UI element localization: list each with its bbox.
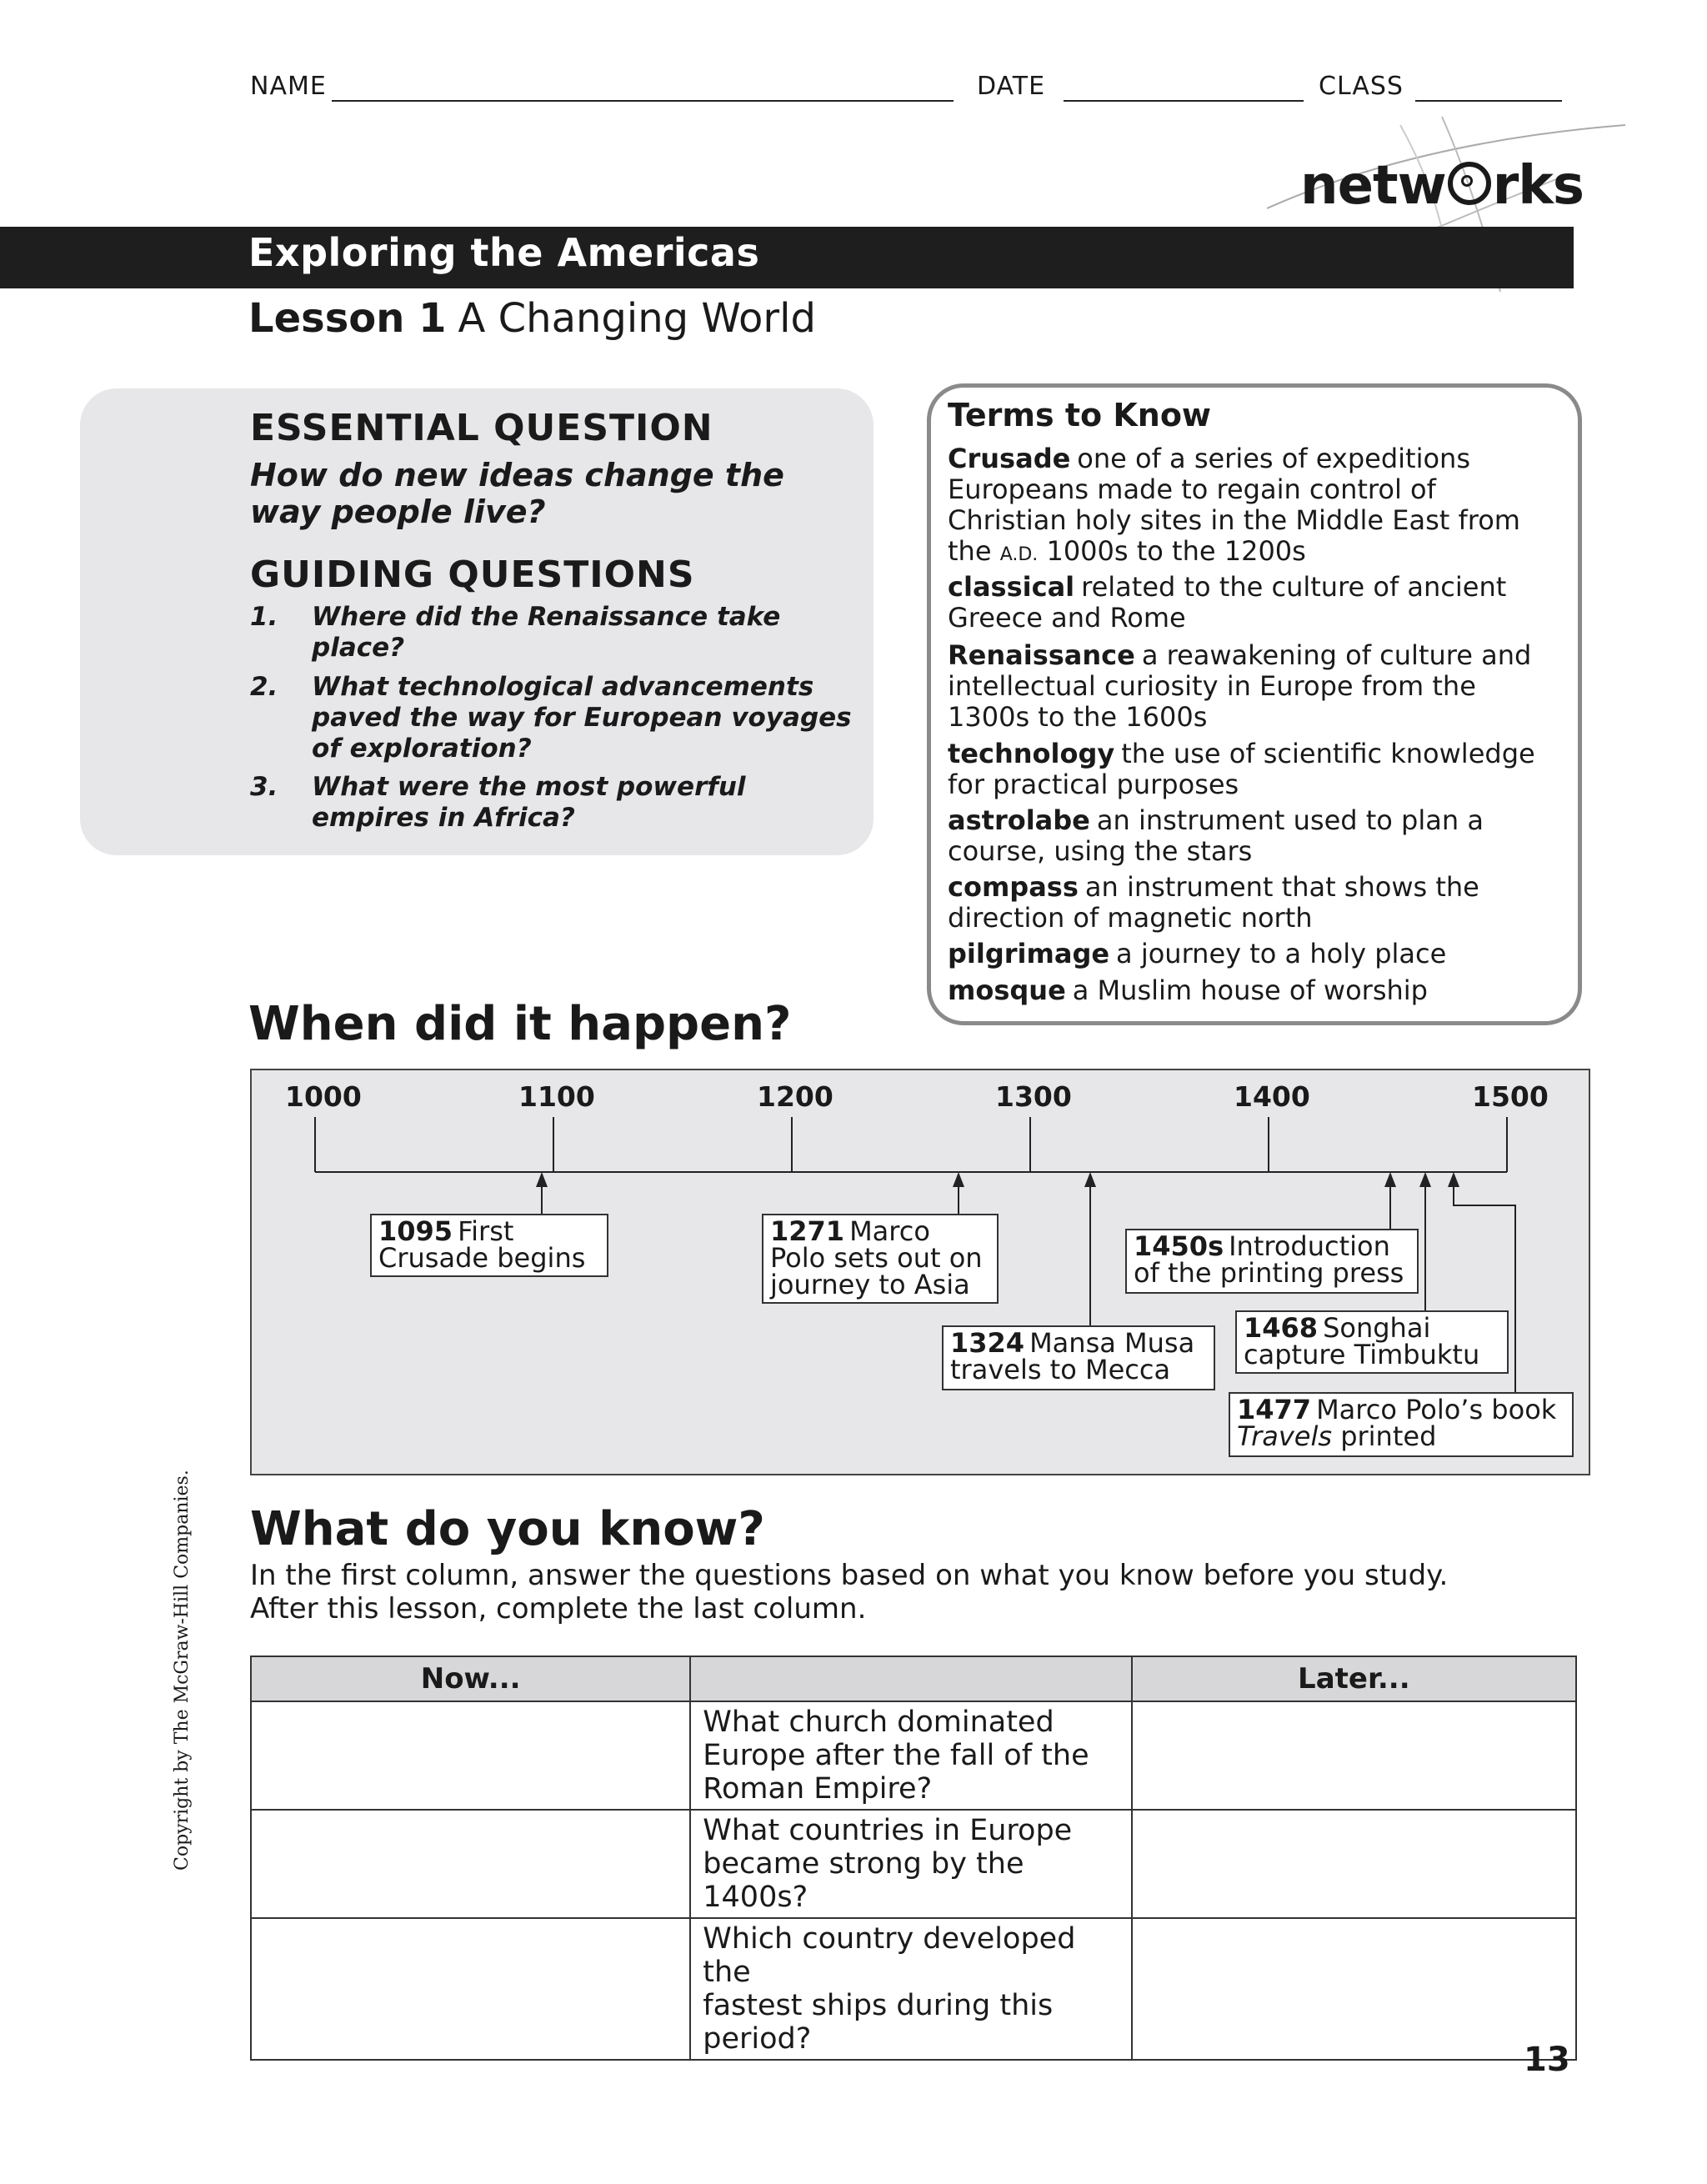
- page-number: 13: [1524, 2041, 1570, 2079]
- question-cell: Which country developed the fastest ships during this period?: [690, 1918, 1131, 2060]
- timeline-event-1324: 1324 Mansa Musa travels to Mecca: [942, 1325, 1215, 1390]
- now-answer-cell[interactable]: [251, 1810, 690, 1918]
- copyright-notice: Copyright by The McGraw-Hill Companies.: [172, 1470, 193, 1871]
- later-answer-cell[interactable]: [1132, 1918, 1576, 2060]
- essential-question: How do new ideas change the way people live?: [250, 457, 784, 530]
- timeline-year-label: 1400: [1234, 1080, 1310, 1113]
- term-mosque: mosque a Muslim house of worship: [948, 974, 1428, 1006]
- term-compass: compass an instrument that shows the direction of magnetic north: [948, 871, 1479, 934]
- table-header-row: [251, 1656, 1576, 1701]
- col-now-header: Now...: [251, 1656, 690, 1701]
- date-label: DATE: [977, 72, 1046, 101]
- timeline-year-label: 1000: [285, 1080, 362, 1113]
- table-row: [251, 1810, 1576, 1918]
- guiding-questions-list: 1. Where did the Renaissance take place? 2. What technological advancements paved the way for European voyages of exploration? 3. What were the most powerful empires in Africa?: [250, 602, 852, 833]
- timeline-heading: When did it happen?: [248, 997, 792, 1051]
- table-row: [251, 1918, 1576, 2060]
- networks-logo: netw rks: [1300, 155, 1584, 217]
- term-astrolabe: astrolabe an instrument used to plan a course, using the stars: [948, 804, 1484, 867]
- question-cell: What countries in Europe became strong by the 1400s?: [690, 1810, 1131, 1918]
- term-classical: classical related to the culture of ancient Greece and Rome: [948, 571, 1507, 634]
- term-pilgrimage: pilgrimage a journey to a holy place: [948, 938, 1447, 969]
- later-answer-cell[interactable]: [1132, 1701, 1576, 1810]
- know-table: [250, 1656, 1577, 2061]
- col-later-header: Later...: [1132, 1656, 1576, 1701]
- col-question-header: [690, 1656, 1131, 1701]
- timeline-event-1477: 1477 Marco Polo’s book Travels printed: [1229, 1392, 1574, 1457]
- lesson-title: Lesson 1 A Changing World: [248, 295, 816, 342]
- timeline-event-1271: 1271 Marco Polo sets out on journey to Asia: [762, 1214, 999, 1304]
- name-label: NAME: [250, 72, 327, 101]
- know-heading: What do you know?: [250, 1502, 765, 1556]
- timeline-event-1095: 1095 First Crusade begins: [370, 1214, 608, 1277]
- table-row: [251, 1701, 1576, 1810]
- chapter-title: Exploring the Americas: [248, 230, 760, 275]
- timeline-event-1468: 1468 Songhai capture Timbuktu: [1235, 1310, 1509, 1374]
- terms-title: Terms to Know: [948, 397, 1212, 433]
- now-answer-cell[interactable]: [251, 1701, 690, 1810]
- term-crusade: Crusade one of a series of expeditions Europeans made to regain control of Christian holy sites in the Middle East from the A.D. 1000s to the 1200s: [948, 443, 1520, 567]
- class-label: CLASS: [1319, 72, 1404, 101]
- term-renaissance: Renaissance a reawakening of culture and intellectual curiosity in Europe from the 1300s to the 1600s: [948, 639, 1532, 733]
- question-cell: What church dominated Europe after the fall of the Roman Empire?: [690, 1701, 1131, 1810]
- guiding-questions-heading: GUIDING QUESTIONS: [250, 554, 695, 596]
- term-technology: technology the use of scientific knowledge for practical purposes: [948, 738, 1535, 800]
- later-answer-cell[interactable]: [1132, 1810, 1576, 1918]
- timeline-year-label: 1500: [1472, 1080, 1549, 1113]
- timeline-year-label: 1200: [757, 1080, 833, 1113]
- now-answer-cell[interactable]: [251, 1918, 690, 2060]
- know-instructions: In the first column, answer the questions based on what you know before you study. After this lesson, complete the last column.: [250, 1559, 1449, 1625]
- timeline-event-1450s: 1450s Introduction of the printing press: [1125, 1229, 1419, 1294]
- essential-question-heading: ESSENTIAL QUESTION: [250, 407, 713, 449]
- timeline-year-label: 1100: [518, 1080, 595, 1113]
- timeline-year-label: 1300: [995, 1080, 1072, 1113]
